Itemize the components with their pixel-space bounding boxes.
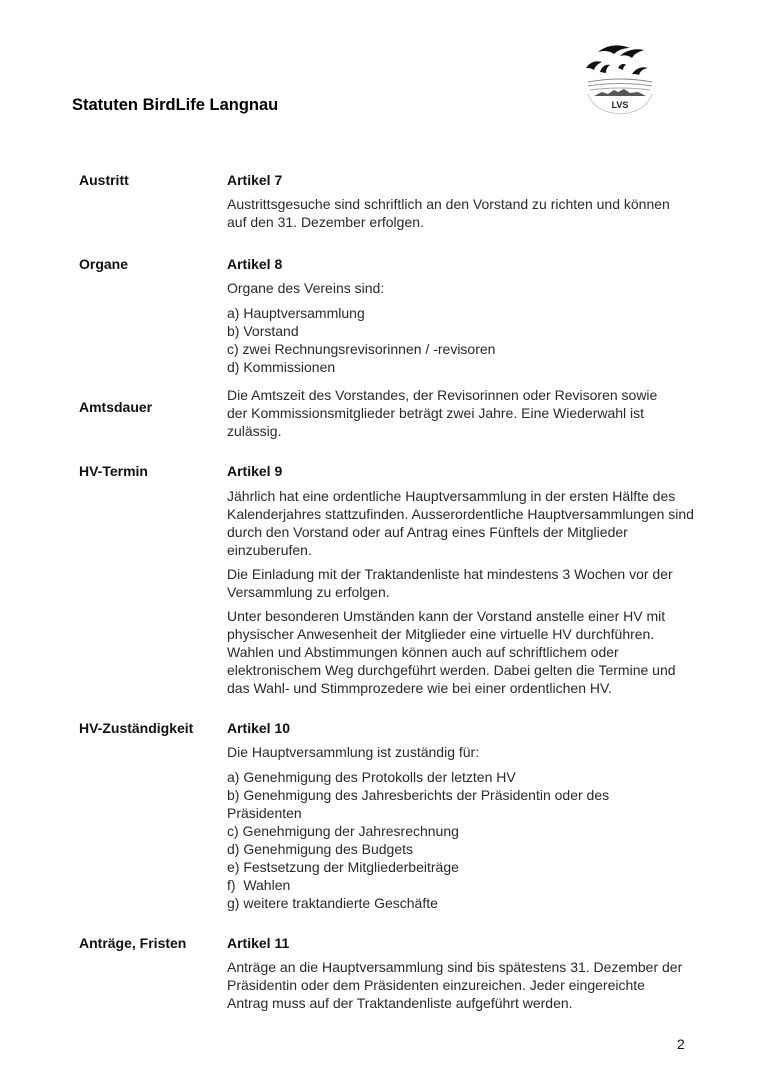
list-item: a) Hauptversammlung [227,305,365,321]
document-title: Statuten BirdLife Langnau [72,96,279,114]
list-item: g) weitere traktandierte Geschäfte [227,895,438,911]
birds-logo-icon [580,38,660,118]
svg-text:LVS: LVS [611,100,629,110]
list-item: c) zwei Rechnungsrevisorinnen / -revisoren [227,341,496,357]
article-10-intro: Die Hauptversammlung ist zuständig für: [227,744,480,760]
article-heading-7: Artikel 7 [227,172,283,188]
article-9-paragraph-3: Unter besonderen Umständen kann der Vorstand anstelle einer HV mit physischer Anwesenheit der Mitglieder eine virtuelle HV durchführen. Wahlen und Abstimmungen können auch auf schriftlichem oder elektronischem Weg durchgeführt werden. Dabei gelten die Termine und das Wahl- und Stimmprozedere wie bei einer ordentlichen HV. [227,608,676,696]
side-label-amtsdauer: Amtsdauer [79,399,153,415]
side-label-austritt: Austritt [79,172,129,188]
side-label-organe: Organe [79,256,129,272]
list-item: d) Kommissionen [227,359,336,375]
article-8-intro: Organe des Vereins sind: [227,280,385,296]
article-9-paragraph-2: Die Einladung mit der Traktandenliste hat mindestens 3 Wochen vor der Versammlung zu erfolgen. [227,566,673,600]
article-7-paragraph: Austrittsgesuche sind schriftlich an den Vorstand zu richten und können auf den 31. Dezember erfolgen. [227,196,670,230]
amtsdauer-paragraph: Die Amtszeit des Vorstandes, der Revisorinnen oder Revisoren sowie der Kommissionsmitglieder beträgt zwei Jahre. Eine Wiederwahl ist zulässig. [227,387,658,439]
list-item: b) Genehmigung des Jahresberichts der Präsidentin oder des [227,787,610,803]
list-item: a) Genehmigung des Protokolls der letzten HV [227,769,516,785]
article-heading-11: Artikel 11 [227,935,290,951]
page-number: 2 [677,1036,685,1052]
list-item: b) Vorstand [227,323,299,339]
article-heading-9: Artikel 9 [227,463,283,479]
article-11-paragraph: Anträge an die Hauptversammlung sind bis spätestens 31. Dezember der Präsidentin oder dem Präsidenten einzureichen. Jeder eingereichte Antrag muss auf der Traktandenliste aufgeführt werden. [227,959,683,1011]
article-10-list [227,768,707,912]
list-item: d) Genehmigung des Budgets [227,841,414,857]
side-label-hv-termin: HV-Termin [79,463,148,479]
list-item: Präsidenten [227,805,302,821]
organization-logo [580,38,660,118]
side-label-hv-zustaendigkeit: HV-Zuständigkeit [79,720,194,736]
article-9-paragraph-1: Jährlich hat eine ordentliche Hauptversammlung in der ersten Hälfte des Kalenderjahres stattzufinden. Ausserordentliche Hauptversammlungen sind durch den Vorstand oder auf Antrag eines Fünftels der Mitglieder einzuberufen. [227,488,694,558]
list-item: e) Festsetzung der Mitgliederbeiträge [227,859,459,875]
article-heading-10: Artikel 10 [227,720,291,736]
article-8-list [227,304,707,376]
side-label-antraege-fristen: Anträge, Fristen [79,935,187,951]
article-heading-8: Artikel 8 [227,256,283,272]
list-item: f) Wahlen [227,877,291,893]
list-item: c) Genehmigung der Jahresrechnung [227,823,459,839]
